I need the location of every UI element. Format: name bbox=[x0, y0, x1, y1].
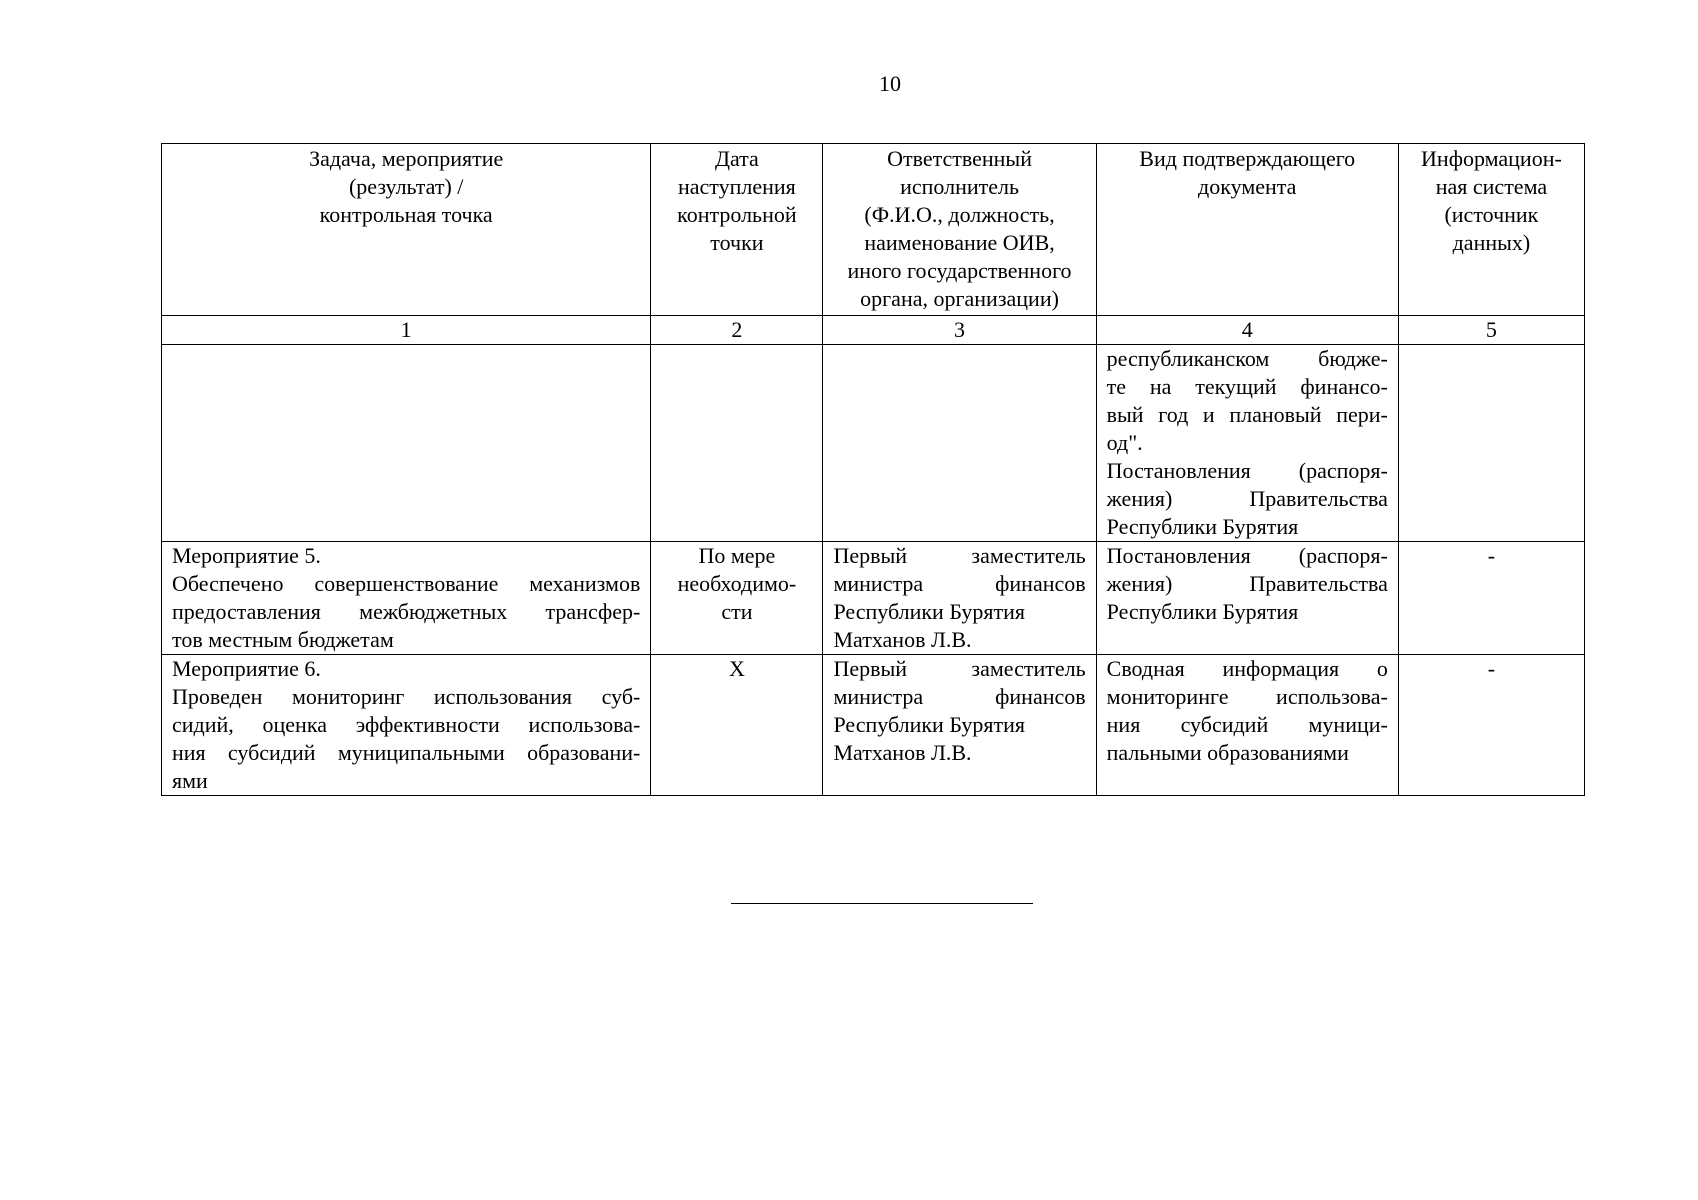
table-row bbox=[162, 655, 1585, 796]
system-cell: - bbox=[1398, 655, 1584, 796]
document-line: ния субсидий муници- bbox=[1106, 712, 1388, 737]
document-line: мониторинге использова- bbox=[1106, 684, 1388, 709]
column-number: 4 bbox=[1096, 316, 1398, 345]
document-line: пальными образованиями bbox=[1106, 740, 1349, 765]
date-cell bbox=[651, 345, 823, 542]
task-cell bbox=[162, 345, 651, 542]
document-line: вый год и плановый пери- bbox=[1106, 402, 1388, 427]
control-points-table bbox=[161, 143, 1585, 796]
document-line: Республики Бурятия bbox=[1106, 514, 1299, 539]
date-cell bbox=[651, 542, 823, 655]
date-line: По мере bbox=[698, 543, 776, 568]
task-cell bbox=[162, 542, 651, 655]
header-responsible bbox=[823, 144, 1096, 316]
header-date-line: наступления bbox=[677, 174, 796, 199]
date-line: Х bbox=[728, 656, 745, 681]
task-line: предоставления межбюджетных трансфер- bbox=[172, 599, 641, 624]
responsible-line: министра финансов bbox=[833, 571, 1086, 596]
page-number: 10 bbox=[879, 71, 901, 96]
task-line: Проведен мониторинг использования суб- bbox=[172, 684, 641, 709]
header-system-line: (источник bbox=[1444, 202, 1539, 227]
responsible-line: Республики Бурятия bbox=[833, 599, 1026, 624]
footer-divider-line bbox=[731, 903, 1033, 904]
task-line: Мероприятие 5. bbox=[172, 543, 321, 568]
document-line: республиканском бюдже- bbox=[1106, 346, 1388, 371]
column-number: 1 bbox=[162, 316, 651, 345]
system-cell: - bbox=[1398, 542, 1584, 655]
document-cell bbox=[1096, 655, 1398, 796]
responsible-line: министра финансов bbox=[833, 684, 1086, 709]
document-line: Сводная информация о bbox=[1106, 656, 1388, 681]
header-document-line: Вид подтверждающего bbox=[1139, 146, 1356, 171]
header-system-line: ная система bbox=[1435, 174, 1548, 199]
responsible-line: Первый заместитель bbox=[833, 543, 1086, 568]
table-header-row bbox=[162, 144, 1585, 316]
header-task-line: (результат) / bbox=[348, 174, 464, 199]
responsible-cell bbox=[823, 345, 1096, 542]
header-date-line: точки bbox=[710, 230, 764, 255]
responsible-line: Матханов Л.В. bbox=[833, 627, 972, 652]
task-line: ями bbox=[172, 768, 208, 793]
document-cell bbox=[1096, 542, 1398, 655]
header-document bbox=[1096, 144, 1398, 316]
header-task bbox=[162, 144, 651, 316]
table-row bbox=[162, 542, 1585, 655]
task-line: тов местным бюджетам bbox=[172, 627, 394, 652]
document-line: Постановления (распоря- bbox=[1106, 458, 1388, 483]
task-cell bbox=[162, 655, 651, 796]
header-task-line: Задача, мероприятие bbox=[309, 146, 504, 171]
task-line: ния субсидий муниципальными образовани- bbox=[172, 740, 641, 765]
responsible-line: Первый заместитель bbox=[833, 656, 1086, 681]
task-line: Мероприятие 6. bbox=[172, 656, 321, 681]
task-line: сидий, оценка эффективности использова- bbox=[172, 712, 641, 737]
responsible-cell bbox=[823, 655, 1096, 796]
header-system-line: Информацион- bbox=[1421, 146, 1562, 171]
document-line: жения) Правительства bbox=[1106, 571, 1388, 596]
header-task-line: контрольная точка bbox=[319, 202, 493, 227]
header-responsible-line: исполнитель bbox=[900, 174, 1020, 199]
date-line: сти bbox=[721, 599, 753, 624]
responsible-cell bbox=[823, 542, 1096, 655]
header-responsible-line: иного государственного bbox=[847, 258, 1072, 283]
header-date-line: контрольной bbox=[677, 202, 797, 227]
responsible-line: Матханов Л.В. bbox=[833, 740, 972, 765]
column-number: 5 bbox=[1398, 316, 1584, 345]
header-responsible-line: наименование ОИВ, bbox=[864, 230, 1055, 255]
column-number: 2 bbox=[651, 316, 823, 345]
header-date-line: Дата bbox=[714, 146, 759, 171]
header-system-line: данных) bbox=[1452, 230, 1531, 255]
header-document-line: документа bbox=[1198, 174, 1297, 199]
table-row bbox=[162, 345, 1585, 542]
header-date bbox=[651, 144, 823, 316]
document-line: од". bbox=[1106, 430, 1143, 455]
document-line: те на текущий финансо- bbox=[1106, 374, 1388, 399]
header-responsible-line: органа, организации) bbox=[860, 286, 1059, 311]
document-line: жения) Правительства bbox=[1106, 486, 1388, 511]
task-line: Обеспечено совершенствование механизмов bbox=[172, 571, 641, 596]
date-cell bbox=[651, 655, 823, 796]
header-responsible-line: Ответственный bbox=[887, 146, 1032, 171]
document-line: Республики Бурятия bbox=[1106, 599, 1299, 624]
date-line: необходимо- bbox=[677, 571, 797, 596]
system-cell bbox=[1398, 345, 1584, 542]
header-responsible-line: (Ф.И.О., должность, bbox=[864, 202, 1055, 227]
column-number: 3 bbox=[823, 316, 1096, 345]
column-numbers-row bbox=[162, 316, 1585, 345]
header-system bbox=[1398, 144, 1584, 316]
document-cell bbox=[1096, 345, 1398, 542]
document-line: Постановления (распоря- bbox=[1106, 543, 1388, 568]
responsible-line: Республики Бурятия bbox=[833, 712, 1026, 737]
